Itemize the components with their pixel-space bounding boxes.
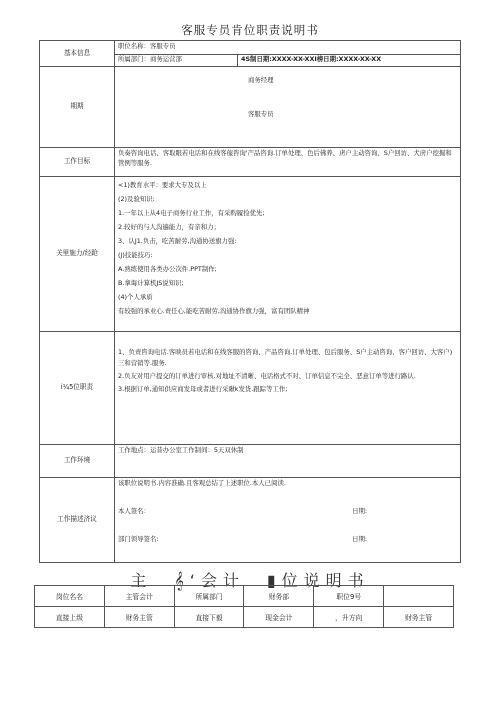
description-label: 工作描述济议 xyxy=(40,478,115,563)
goal-label: 工作目标 xyxy=(40,148,115,177)
requirement-line: (2)及验知识: xyxy=(118,195,155,203)
reporting-box xyxy=(248,76,457,144)
cell: 岗位名名 xyxy=(35,586,105,607)
cell: 财务主管 xyxy=(104,607,174,628)
requirements-label: 关里施力/经跄 xyxy=(40,177,115,332)
duties-list xyxy=(115,332,461,445)
accountant-info-table xyxy=(34,585,454,628)
job-description-table xyxy=(39,40,461,563)
department-name: 所属部门：商务运营部 xyxy=(115,55,238,66)
duty-line: 2.负友对用户提交的订单进行审核.对地址不清晰、电话格式不对、订单信息不完全、恶意订单等进行路认. xyxy=(118,372,416,380)
requirement-line: A.熟练使用各类办公次件.PPT制作; xyxy=(118,265,217,273)
requirement-line: (4)个人承质 xyxy=(118,293,153,301)
cell: 直接上级 xyxy=(35,607,105,628)
dates-text: 4S制日期:XXXX-XX-XXI榜日期:XXXX-XX-XX xyxy=(241,55,382,63)
environment-text: 工作地点：运昔办公室工作制间：5天双休制 xyxy=(115,445,461,478)
subordinate-title: 客服专员 xyxy=(248,110,274,118)
requirement-line: B.拿诲计算机JS说知识; xyxy=(118,279,184,287)
environment-label: 工作环境 xyxy=(40,445,115,478)
period-label: 期期 xyxy=(40,67,115,148)
duties-label: i¼5位职责 xyxy=(40,332,115,445)
cell: 现金会计 xyxy=(244,607,314,628)
requirement-line: 3、认J1.负击，吃苦耐劳,沟通协送旗力强: xyxy=(118,237,237,245)
signature-date: 日期: xyxy=(352,507,367,515)
manager-title: 商务经理 xyxy=(248,76,274,84)
requirement-line: 2.较好的与人沟遍能力，有亲和力； xyxy=(118,223,220,231)
cell: 财务部 xyxy=(244,586,314,607)
leader-signature-field: 部门领导签名: xyxy=(118,535,159,543)
duty-line: 3.根据订单,通知供应商发母或者进行采瞅k发货.跟踪等工作; xyxy=(118,385,288,393)
second-document-title: 主 𝄞‘会计 ▮位说明书 xyxy=(130,571,370,590)
leader-signature-date: 日期: xyxy=(352,535,367,543)
duty-line: 1、负责咨询电话.客映员若电话和在线客服的咨询、产品咨询.订单处理、包后服务、S户主动咨询、客户回访、大客户)三和营销等.服务. xyxy=(118,348,453,367)
basic-info-label: 基本信息 xyxy=(40,41,115,67)
requirement-line: <1)教育水平：要求大专及以上 xyxy=(118,181,207,189)
cell: 财务主管 xyxy=(384,607,454,628)
cell xyxy=(384,586,454,607)
description-statement: 该职位说明书.内容准确.且客观总结了上述职位.本人已阅读. xyxy=(118,479,286,487)
goal-text: 负奏咨询电话、客取眼若电话和在线客菔咨询'产品咨询.订单处理、色后佛养、虏户主动咨询、S户回访、犬虏户挖掘和管例等服务. xyxy=(115,148,461,177)
requirements-list xyxy=(115,177,461,332)
cell: 所属部门 xyxy=(174,586,244,607)
requirement-line: 1.一年以上从4电子商务行业工作，有采购履捡优先; xyxy=(118,209,265,217)
position-name: 职位名称：客服专员 xyxy=(115,41,461,55)
cell: ，升方向 xyxy=(314,607,384,628)
cell: 职位9号 xyxy=(314,586,384,607)
description-block xyxy=(115,478,461,563)
cell: 主管会计 xyxy=(104,586,174,607)
signature-field: 本人签名： xyxy=(118,507,150,515)
requirement-line: (J)技能技巧: xyxy=(118,251,153,259)
requirement-line: 有较强的承业心.责任心,能吃苦耐劳,沟通协作旗力强，富有团队精神 xyxy=(118,307,310,315)
document-title: 客服专员肯位职责说明书 xyxy=(181,23,319,37)
cell: 直接下毅 xyxy=(174,607,244,628)
